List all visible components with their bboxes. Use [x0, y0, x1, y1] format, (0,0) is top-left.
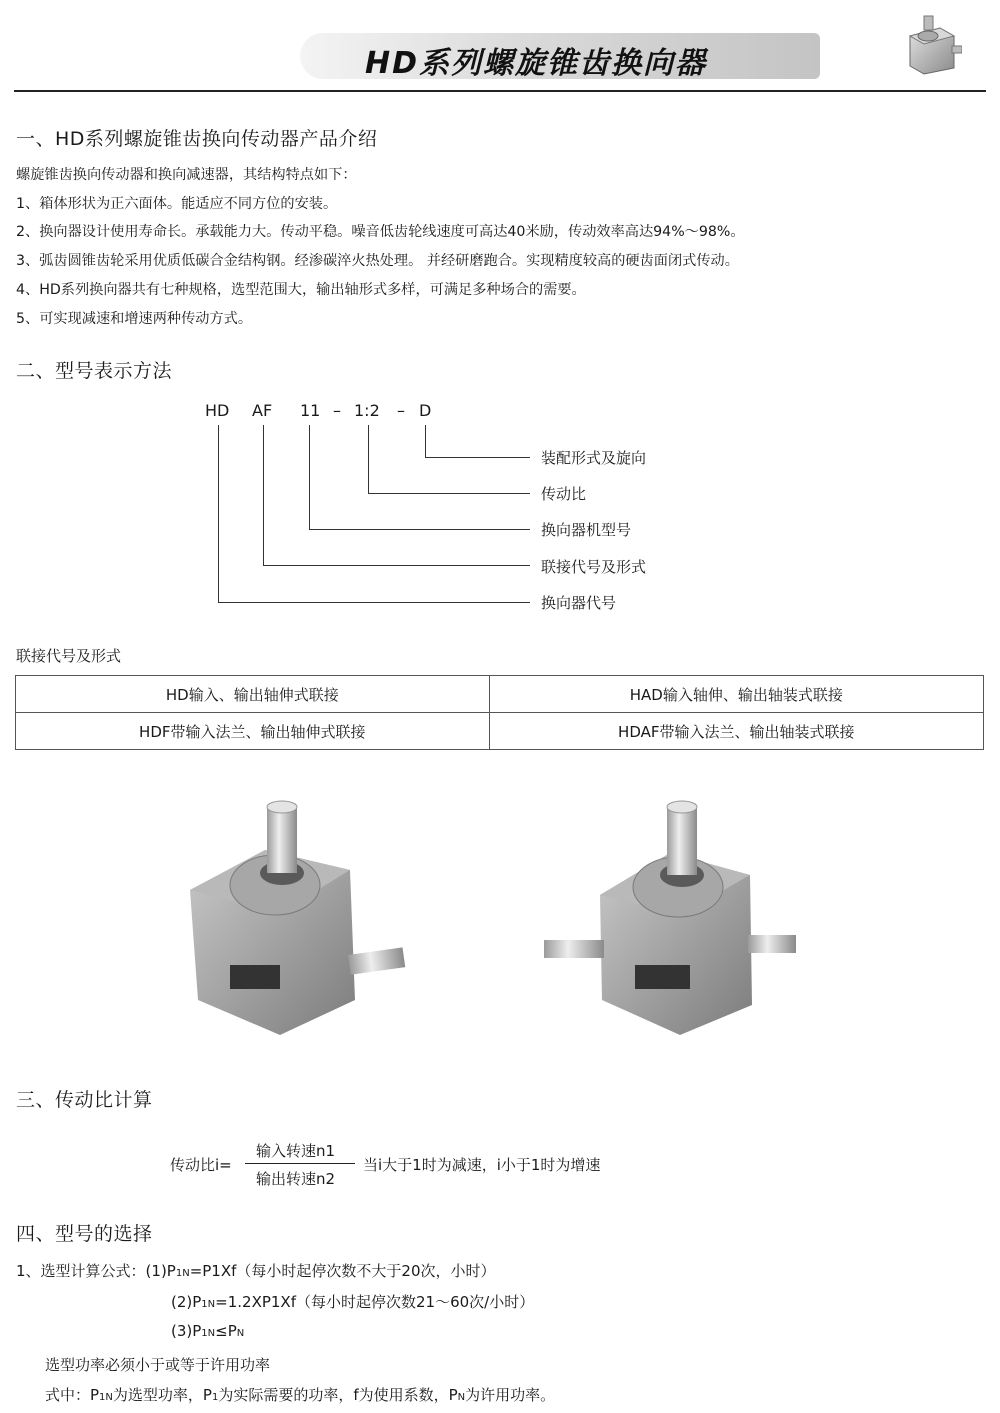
code-part-d: D [419, 401, 432, 420]
table-cell: HDAF带输入法兰、输出轴装式联接 [489, 713, 983, 750]
code-dash-2: – [397, 401, 405, 420]
section4-heading: 四、型号的选择 [16, 1223, 153, 1245]
page-title: HD系列螺旋锥齿换向器 [365, 46, 708, 81]
formula-3 [171, 1322, 244, 1340]
table-cell: HAD输入轴伸、输出轴装式联接 [489, 676, 983, 713]
formula-2-lead: (2)P [171, 1293, 202, 1311]
legend-part: 式中：P [45, 1386, 100, 1404]
table-row [16, 713, 984, 750]
connection-table [15, 675, 984, 750]
formula-legend [45, 1384, 555, 1405]
code-dash-1: – [333, 401, 341, 420]
formula-3-sub: 1N [201, 1328, 216, 1339]
connector-h-ratio [368, 493, 530, 494]
connector-v-ratio [368, 425, 369, 493]
feature-item-5: 5、可实现减速和增速两种传动方式。 [16, 311, 253, 327]
fraction-bar [245, 1163, 355, 1164]
header-rule [14, 90, 986, 92]
connector-v-hd [218, 425, 219, 602]
legend-sub: 1 [211, 1392, 219, 1403]
gearbox-thumbnail-icon [900, 10, 962, 76]
connection-table-title: 联接代号及形式 [16, 647, 122, 665]
code-part-hd: HD [205, 401, 230, 420]
formula-1-sub: 1N [175, 1268, 190, 1279]
section1-intro: 螺旋锥齿换向传动器和换向减速器，其结构特点如下： [16, 167, 357, 183]
table-row [16, 676, 984, 713]
feature-item-1: 1、箱体形状为正六面体。能适应不同方位的安装。 [16, 196, 338, 212]
legend-part: 为实际需要的功率，f为使用系数，P [218, 1386, 458, 1404]
connector-h-d [425, 457, 530, 458]
feature-item-2: 2、换向器设计使用寿命长。承载能力大。传动平稳。噪音低齿轮线速度可高达40米励，传动效率高达94%～98%。 [16, 224, 745, 240]
feature-item-4: 4、HD系列换向器共有七种规格，选型范围大，输出轴形式多样，可满足多种场合的需要。 [16, 282, 586, 298]
section1-heading: 一、HD系列螺旋锥齿换向传动器产品介绍 [16, 128, 378, 150]
gearbox-photo-left [170, 795, 420, 1045]
legend-sub: N [457, 1392, 466, 1403]
formula-2-rest: =1.2XP1Xf（每小时起停次数21～60次/小时） [215, 1293, 535, 1311]
formula-1 [16, 1260, 496, 1281]
formula-3-mid: ≤P [215, 1322, 237, 1340]
formula-1-lead: 1、选型计算公式：(1)P [16, 1262, 176, 1280]
label-reverser-code: 换向器代号 [541, 594, 617, 612]
connector-h-af [263, 565, 530, 566]
formula-3-lead: (3)P [171, 1322, 202, 1340]
label-connection: 联接代号及形式 [541, 558, 647, 576]
connector-h-hd [218, 602, 530, 603]
ratio-note: 当i大于1时为减速，i小于1时为增速 [363, 1156, 601, 1174]
ratio-numerator: 输入转速n1 [256, 1142, 336, 1160]
formula-1-rest: =P1Xf（每小时起停次数不大于20次，小时） [189, 1262, 496, 1280]
connector-v-size [309, 425, 310, 529]
connector-v-af [263, 425, 264, 565]
section2-heading: 二、型号表示方法 [16, 360, 173, 382]
connector-v-d [425, 425, 426, 457]
code-part-af: AF [252, 401, 273, 420]
legend-part: 为许用功率。 [465, 1386, 556, 1404]
label-assembly: 装配形式及旋向 [541, 449, 647, 467]
formula-2 [171, 1291, 534, 1312]
label-ratio: 传动比 [541, 485, 587, 503]
section3-heading: 三、传动比计算 [16, 1089, 153, 1111]
code-part-ratio: 1:2 [354, 401, 380, 420]
ratio-denominator: 输出转速n2 [256, 1170, 336, 1188]
label-model-size: 换向器机型号 [541, 521, 632, 539]
code-part-size: 11 [300, 401, 321, 420]
legend-part: 为选型功率，P [112, 1386, 212, 1404]
legend-sub: 1N [99, 1392, 113, 1403]
ratio-prefix: 传动比i= [170, 1156, 232, 1174]
formula-3-sub2: N [236, 1328, 245, 1339]
gearbox-photo-right [540, 795, 800, 1045]
table-cell: HDF带输入法兰、输出轴伸式联接 [16, 713, 490, 750]
formula-2-sub: 1N [201, 1299, 216, 1310]
selection-rule: 选型功率必须小于或等于许用功率 [45, 1356, 271, 1374]
table-cell: HD输入、输出轴伸式联接 [16, 676, 490, 713]
connector-h-size [309, 529, 530, 530]
feature-item-3: 3、弧齿圆锥齿轮采用优质低碳合金结构钢。经渗碳淬火热处理。 并经研磨跑合。实现精度较高的硬齿面闭式传动。 [16, 253, 739, 269]
